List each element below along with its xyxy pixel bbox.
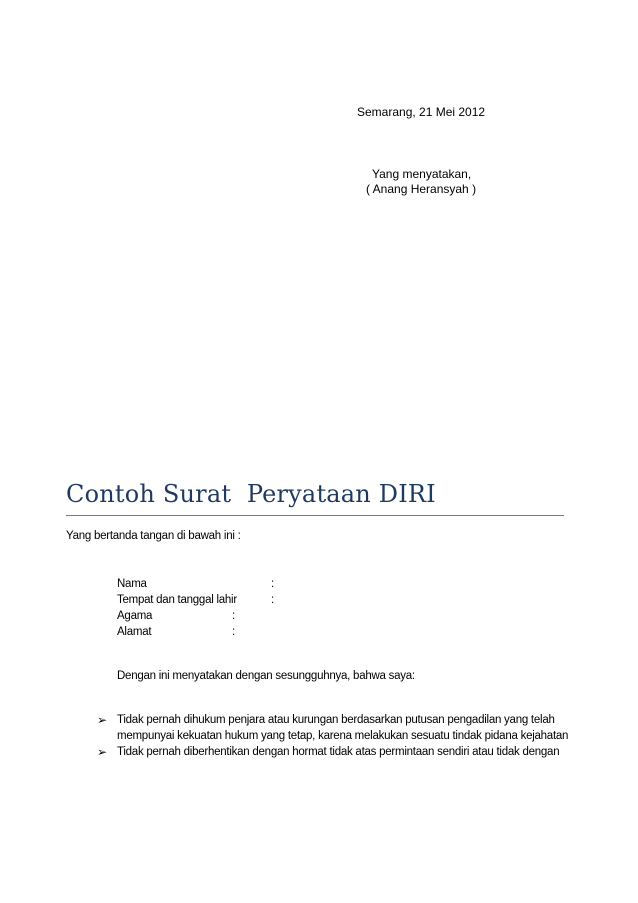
signoff-text: Yang menyatakan, [372,167,472,181]
bullet-1-line-2: mempunyai kekuatan hukum yang tetap, karena melakukan sesuatu tindak pidana kejahatan [117,730,569,742]
arrow-bullet-icon: ➢ [97,713,108,727]
place-date: Semarang, 21 Mei 2012 [357,105,486,119]
field-label-agama: Agama [117,610,153,622]
signer-name: ( Anang Heransyah ) [366,182,477,196]
field-label-alamat: Alamat [117,626,152,638]
statement-text: Dengan ini menyatakan dengan sesungguhnya, bahwa saya: [117,670,415,682]
field-label-tempat-tanggal-lahir: Tempat dan tanggal lahir [117,594,237,606]
intro-text: Yang bertanda tangan di bawah ini : [66,530,241,542]
page-title: Contoh Surat Peryataan DIRI [66,480,436,508]
arrow-bullet-icon: ➢ [97,745,108,759]
title-underline [66,515,564,516]
bullet-2-line-1: Tidak pernah diberhentikan dengan hormat tidak atas permintaan sendiri atau tidak dengan [117,746,560,758]
field-colon-nama: : [271,578,274,590]
bullet-1-line-1: Tidak pernah dihukum penjara atau kurungan berdasarkan putusan pengadilan yang telah [117,714,555,726]
field-colon-agama: : [232,610,235,622]
field-label-nama: Nama [117,578,147,590]
field-colon-alamat: : [232,626,235,638]
field-colon-tempat-tanggal-lahir: : [271,594,274,606]
